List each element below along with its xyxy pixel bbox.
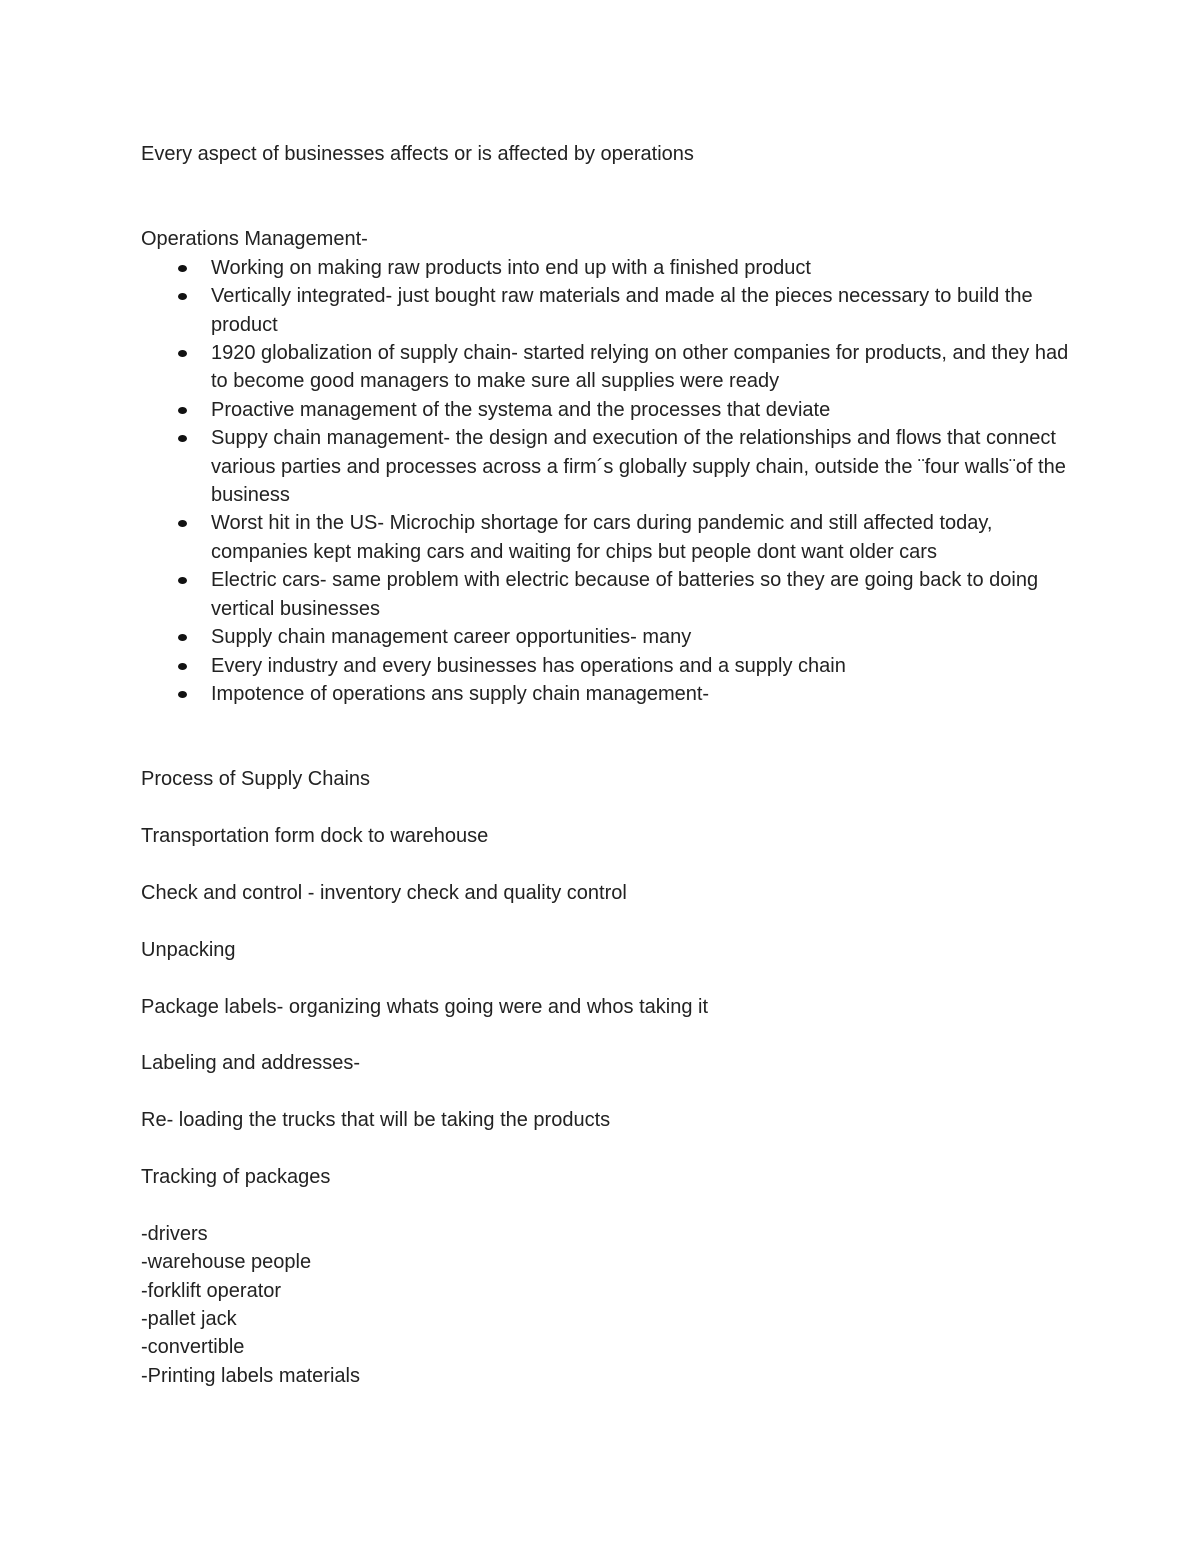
intro-paragraph: Every aspect of businesses affects or is affected by operations [141, 143, 694, 165]
bullet-icon [178, 691, 187, 698]
bullet-icon [178, 265, 187, 272]
role-item: -warehouse people [141, 1251, 312, 1274]
role-item: -Printing labels materials [141, 1364, 360, 1387]
process-step: Labeling and addresses- [141, 1052, 361, 1075]
role-item: -drivers [141, 1222, 208, 1245]
bullet-text: Worst hit in the US- Microchip shortage for cars during pandemic and still affected today, companies kept making cars and waiting for chips but people dont want older cars [211, 512, 993, 563]
operations-heading: Operations Management- [141, 228, 368, 251]
bullet-icon [178, 663, 187, 670]
bullet-text: Suppy chain management- the design and execution of the relationships and flows that connect various parties and processes across a firm´s globally supply chain, outside the ¨four walls¨of the business [211, 427, 1066, 507]
bullet-icon [178, 634, 187, 641]
bullet-text: Working on making raw products into end up with a finished product [211, 256, 811, 279]
bullet-icon [178, 577, 187, 584]
process-step: Transportation form dock to warehouse [141, 825, 489, 848]
role-item: -pallet jack [141, 1307, 237, 1330]
bullet-icon [178, 293, 187, 300]
bullet-text: Impotence of operations ans supply chain management- [211, 682, 710, 705]
role-item: -convertible [141, 1336, 245, 1359]
roles-list [141, 1220, 1071, 1390]
bullet-item [141, 566, 1071, 623]
bullet-item [141, 424, 1071, 509]
bullet-text: Vertically integrated- just bought raw materials and made al the pieces necessary to build the product [211, 285, 1033, 336]
bullet-icon [178, 520, 187, 527]
bullet-text: Supply chain management career opportunities- many [211, 626, 692, 649]
bullet-item [141, 680, 1071, 708]
bullet-item [141, 339, 1071, 396]
bullet-text: Proactive management of the systema and the processes that deviate [211, 398, 831, 421]
bullet-text: Every industry and every businesses has operations and a supply chain [211, 654, 846, 677]
bullet-icon [178, 350, 187, 357]
bullet-text: 1920 globalization of supply chain- started relying on other companies for products, and they had to become good managers to make sure all supplies were ready [211, 342, 1069, 393]
bullet-item [141, 652, 1071, 680]
bullet-item [141, 623, 1071, 651]
process-step: Unpacking [141, 938, 236, 961]
bullet-item [141, 509, 1071, 566]
bullet-item [141, 282, 1071, 339]
role-item: -forklift operator [141, 1279, 282, 1302]
bullet-icon [178, 407, 187, 414]
process-step: Check and control - inventory check and quality control [141, 881, 627, 904]
process-step: Re- loading the trucks that will be taking the products [141, 1109, 611, 1132]
document-body [141, 140, 1071, 1390]
process-step: Package labels- organizing whats going were and whos taking it [141, 995, 709, 1018]
bullet-item [141, 254, 1071, 282]
operations-bullet-list [141, 254, 1071, 709]
bullet-text: Electric cars- same problem with electric because of batteries so they are going back to doing vertical businesses [211, 569, 1039, 620]
process-heading: Process of Supply Chains [141, 768, 371, 791]
process-step: Tracking of packages [141, 1165, 331, 1188]
bullet-icon [178, 435, 187, 442]
bullet-item [141, 396, 1071, 424]
